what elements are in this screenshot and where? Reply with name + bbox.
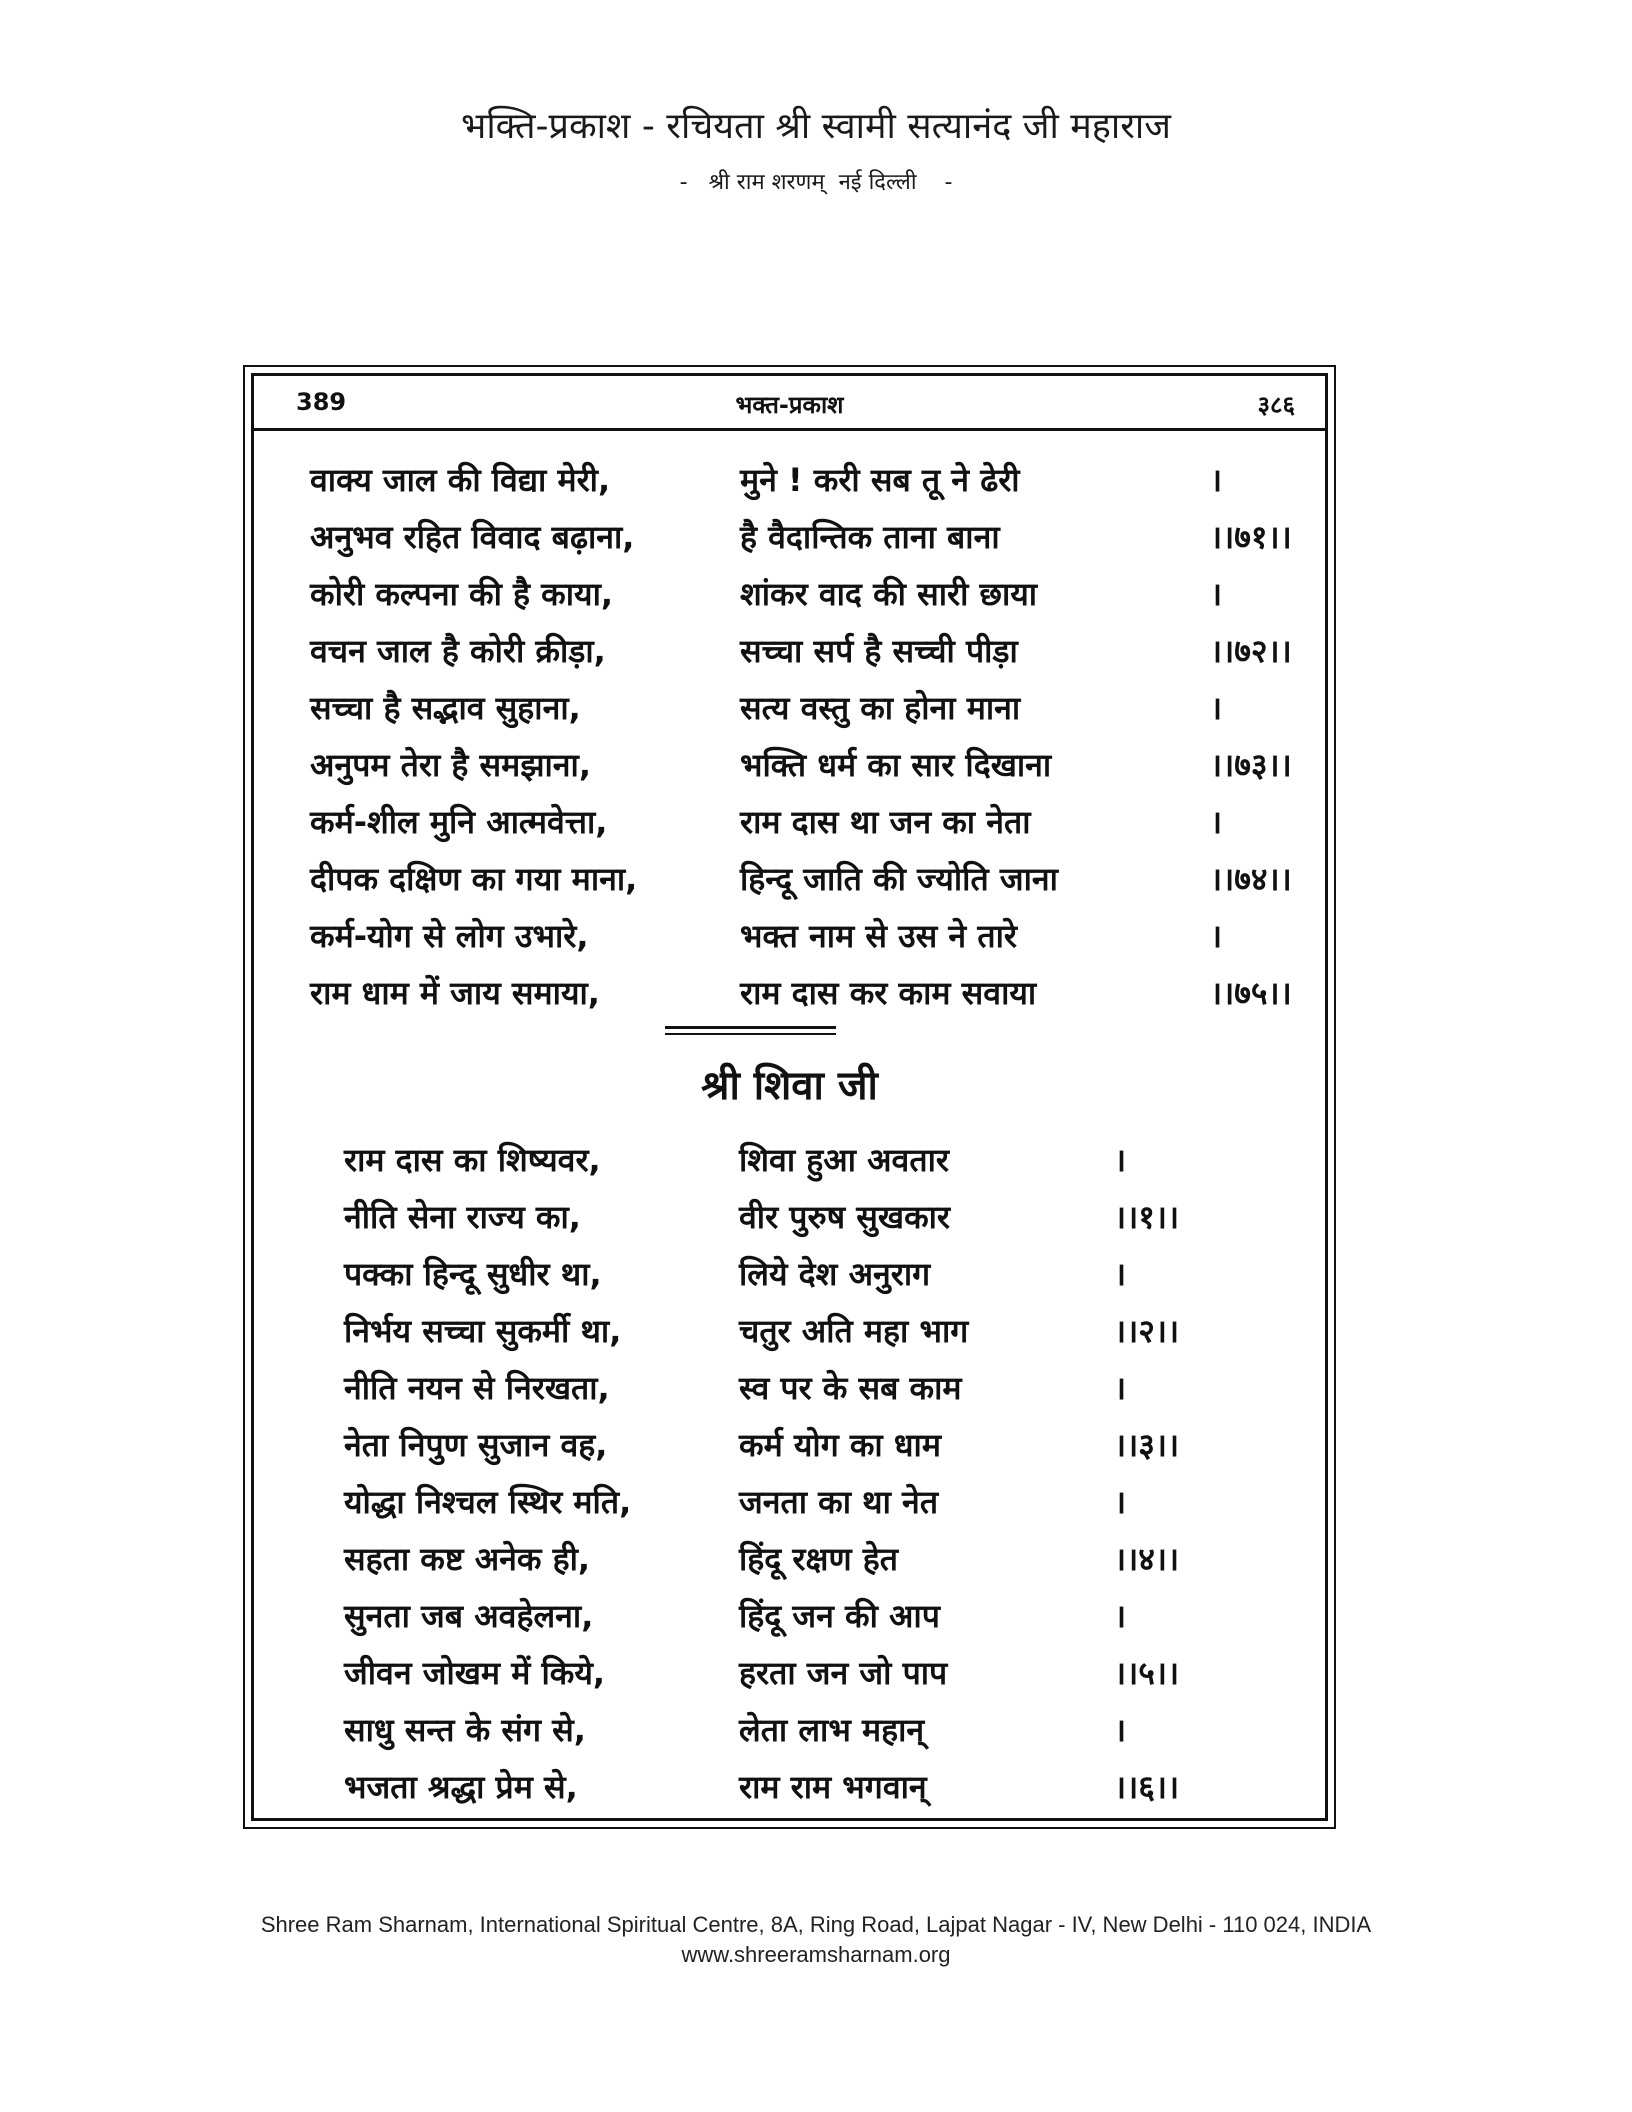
- verse-line: [310, 458, 1290, 502]
- verse-number-mark: ।: [1210, 461, 1223, 499]
- verse-second-half: हरता जन जो पाप: [739, 1654, 948, 1692]
- verse-second-half: हिंदू जन की आप: [739, 1597, 940, 1635]
- verse-second-half: कर्म योग का धाम: [739, 1426, 941, 1464]
- verse-first-half: सहता कष्ट अनेक ही,: [344, 1540, 591, 1578]
- verse-number-mark: ।: [1114, 1141, 1127, 1179]
- verse-line: [310, 800, 1290, 844]
- scanned-page-inner-border: [251, 373, 1328, 1821]
- verse-first-half: नीति सेना राज्य का,: [344, 1198, 581, 1236]
- page-number-latin: 389: [296, 388, 347, 416]
- footer-website: www.shreeramsharnam.org: [681, 1942, 951, 1967]
- verse-number-mark: ।: [1210, 575, 1223, 613]
- verse-second-half: भक्त नाम से उस ने तारे: [740, 917, 1017, 955]
- verse-first-half: साधु सन्त के संग से,: [344, 1711, 586, 1749]
- verse-number-mark: ।।७२।।: [1210, 632, 1292, 670]
- verse-second-half: भक्ति धर्म का सार दिखाना: [740, 746, 1052, 784]
- verse-first-half: सुनता जब अवहेलना,: [344, 1597, 594, 1635]
- verse-number-mark: ।।६।।: [1114, 1768, 1180, 1806]
- verse-first-half: कर्म-शील मुनि आत्मवेत्ता,: [310, 803, 608, 841]
- verse-line: [344, 1594, 1284, 1638]
- verse-line: [344, 1480, 1284, 1524]
- verse-first-half: निर्भय सच्चा सुकर्मी था,: [344, 1312, 622, 1350]
- verse-number-mark: ।।७१।।: [1210, 518, 1292, 556]
- verse-line: [344, 1765, 1284, 1809]
- verse-number-mark: ।: [1114, 1597, 1127, 1635]
- verse-number-mark: ।।७५।।: [1210, 974, 1292, 1012]
- verse-line: [344, 1708, 1284, 1752]
- verse-line: [310, 515, 1290, 559]
- verse-second-half: है वैदान्तिक ताना बाना: [740, 518, 1000, 556]
- verse-second-half: मुने ! करी सब तू ने ढेरी: [740, 461, 1020, 499]
- verse-number-mark: ।।४।।: [1114, 1540, 1180, 1578]
- verse-number-mark: ।: [1210, 689, 1223, 727]
- verse-number-mark: ।: [1210, 917, 1223, 955]
- verse-line: [344, 1195, 1284, 1239]
- verse-first-half: सच्चा है सद्भाव सुहाना,: [310, 689, 581, 727]
- verse-number-mark: ।।३।।: [1114, 1426, 1180, 1464]
- verse-first-half: वचन जाल है कोरी क्रीड़ा,: [310, 632, 606, 670]
- verse-first-half: जीवन जोखम में किये,: [344, 1654, 606, 1692]
- verse-number-mark: ।।७४।।: [1210, 860, 1292, 898]
- verse-number-mark: ।।७३।।: [1210, 746, 1292, 784]
- verse-first-half: राम दास का शिष्यवर,: [344, 1141, 601, 1179]
- section-divider: [665, 1026, 836, 1035]
- verse-number-mark: ।: [1210, 803, 1223, 841]
- verse-line: [310, 572, 1290, 616]
- verse-second-half: लिये देश अनुराग: [739, 1255, 931, 1293]
- verse-number-mark: ।: [1114, 1483, 1127, 1521]
- verse-first-half: योद्धा निश्चल स्थिर मति,: [344, 1483, 632, 1521]
- verse-line: [310, 743, 1290, 787]
- scanned-page-frame: [243, 365, 1336, 1829]
- verse-line: [344, 1537, 1284, 1581]
- verse-line: [310, 857, 1290, 901]
- verse-number-mark: ।: [1114, 1711, 1127, 1749]
- verse-first-half: कोरी कल्पना की है काया,: [310, 575, 614, 613]
- verse-first-half: भजता श्रद्धा प्रेम से,: [344, 1768, 578, 1806]
- verse-line: [344, 1651, 1284, 1695]
- verse-first-half: नीति नयन से निरखता,: [344, 1369, 610, 1407]
- verse-number-mark: ।।५।।: [1114, 1654, 1180, 1692]
- verse-second-half: हिन्दू जाति की ज्योति जाना: [740, 860, 1058, 898]
- verse-second-half: सच्चा सर्प है सच्ची पीड़ा: [740, 632, 1018, 670]
- verse-second-half: राम दास था जन का नेता: [740, 803, 1031, 841]
- verse-number-mark: ।: [1114, 1369, 1127, 1407]
- footer-address: Shree Ram Sharnam, International Spiritual Centre, 8A, Ring Road, Lajpat Nagar - IV, New Delhi - 110 024, INDIA: [260, 1912, 1372, 1937]
- verse-second-half: सत्य वस्तु का होना माना: [740, 689, 1021, 727]
- verse-first-half: वाक्य जाल की विद्या मेरी,: [310, 461, 611, 499]
- verse-second-half: शांकर वाद की सारी छाया: [740, 575, 1038, 613]
- verse-number-mark: ।।२।।: [1114, 1312, 1180, 1350]
- verse-second-half: जनता का था नेत: [739, 1483, 939, 1521]
- verse-number-mark: ।: [1114, 1255, 1127, 1293]
- verse-line: [344, 1423, 1284, 1467]
- verse-line: [310, 971, 1290, 1015]
- verse-second-half: स्व पर के सब काम: [739, 1369, 962, 1407]
- verse-first-half: पक्का हिन्दू सुधीर था,: [344, 1255, 602, 1293]
- verse-first-half: दीपक दक्षिण का गया माना,: [310, 860, 638, 898]
- verse-second-half: वीर पुरुष सुखकार: [739, 1198, 951, 1236]
- verse-second-half: हिंदू रक्षण हेत: [739, 1540, 898, 1578]
- verse-line: [344, 1366, 1284, 1410]
- running-title: भक्त-प्रकाश: [735, 391, 844, 419]
- verse-second-half: शिवा हुआ अवतार: [739, 1141, 949, 1179]
- verse-first-half: अनुपम तेरा है समझाना,: [310, 746, 592, 784]
- verse-line: [344, 1138, 1284, 1182]
- section-title: श्री शिवा जी: [701, 1063, 878, 1109]
- running-head: [254, 376, 1325, 431]
- verse-first-half: नेता निपुण सुजान वह,: [344, 1426, 608, 1464]
- verse-first-half: कर्म-योग से लोग उभारे,: [310, 917, 589, 955]
- document-header-subtitle: - श्री राम शरणम् नई दिल्ली -: [679, 170, 953, 195]
- document-header-title: भक्ति-प्रकाश - रचियता श्री स्वामी सत्यानंद जी महाराज: [461, 106, 1171, 147]
- verse-second-half: लेता लाभ महान्: [739, 1711, 925, 1749]
- verse-second-half: राम दास कर काम सवाया: [740, 974, 1037, 1012]
- verse-line: [310, 914, 1290, 958]
- verse-line: [310, 629, 1290, 673]
- verse-first-half: राम धाम में जाय समाया,: [310, 974, 600, 1012]
- verse-number-mark: ।।१।।: [1114, 1198, 1180, 1236]
- verse-second-half: राम राम भगवान्: [739, 1768, 927, 1806]
- verse-line: [310, 686, 1290, 730]
- verse-line: [344, 1252, 1284, 1296]
- verse-second-half: चतुर अति महा भाग: [739, 1312, 969, 1350]
- verse-line: [344, 1309, 1284, 1353]
- verse-first-half: अनुभव रहित विवाद बढ़ाना,: [310, 518, 635, 556]
- page-number-devanagari: ३८६: [1257, 391, 1295, 419]
